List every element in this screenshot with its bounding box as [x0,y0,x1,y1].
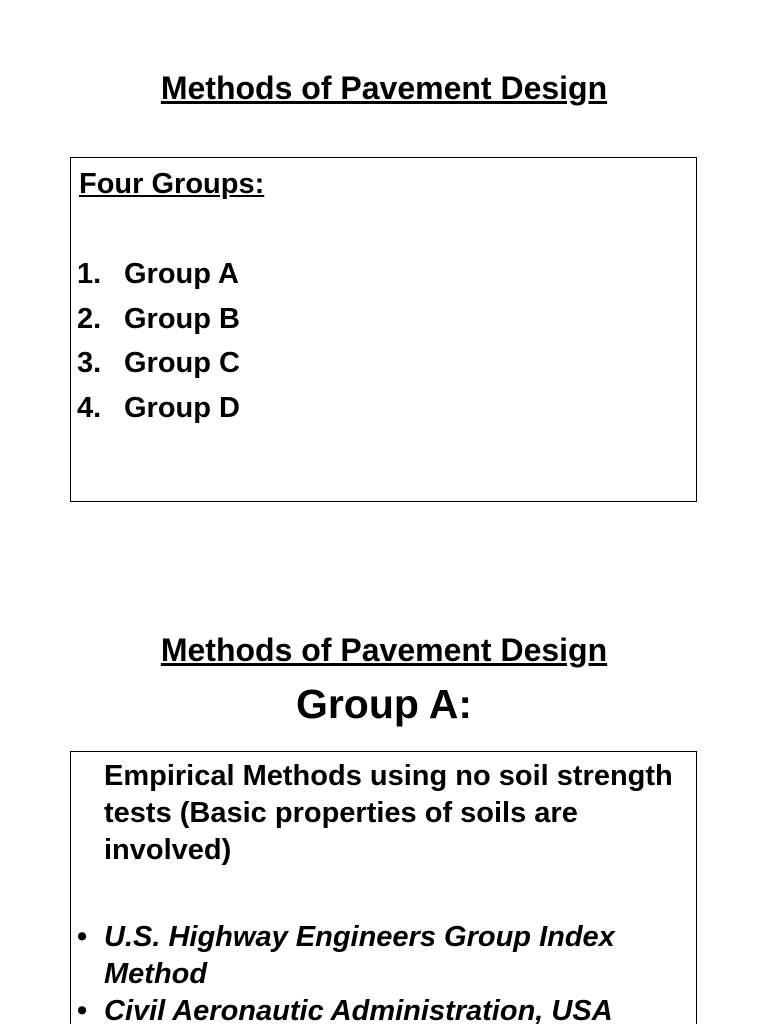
section-two-title: Methods of Pavement Design [160,632,608,668]
section-one-title: Methods of Pavement Design [160,70,608,106]
group-a-description: Empirical Methods using no soil strength tests (Basic properties of soils are involved) [104,760,673,866]
methods-list [77,919,664,1024]
group-number: 3. [77,347,102,379]
group-number: 2. [77,302,102,335]
group-item [77,252,240,297]
method-text: U.S. Highway Engineers Group Index Method [104,921,615,990]
group-label: Group B [124,302,240,335]
group-label: Group D [124,391,240,424]
method-text: Civil Aeronautic Administration, USA [104,995,613,1024]
group-number: 1. [77,258,102,290]
group-number: 4. [77,391,102,424]
bullet-icon: • [77,995,88,1024]
method-item [77,993,664,1024]
group-a-subtitle: Group A: [295,681,473,727]
group-item [77,297,240,342]
group-label: Group A [124,258,239,290]
bullet-icon: • [77,921,88,953]
group-item [77,386,240,431]
groups-list [77,252,240,430]
group-a-box [70,751,697,1024]
group-item [77,341,240,386]
method-item [77,919,664,993]
four-groups-heading: Four Groups: [79,168,265,200]
group-label: Group C [124,347,240,379]
four-groups-box [70,157,697,502]
